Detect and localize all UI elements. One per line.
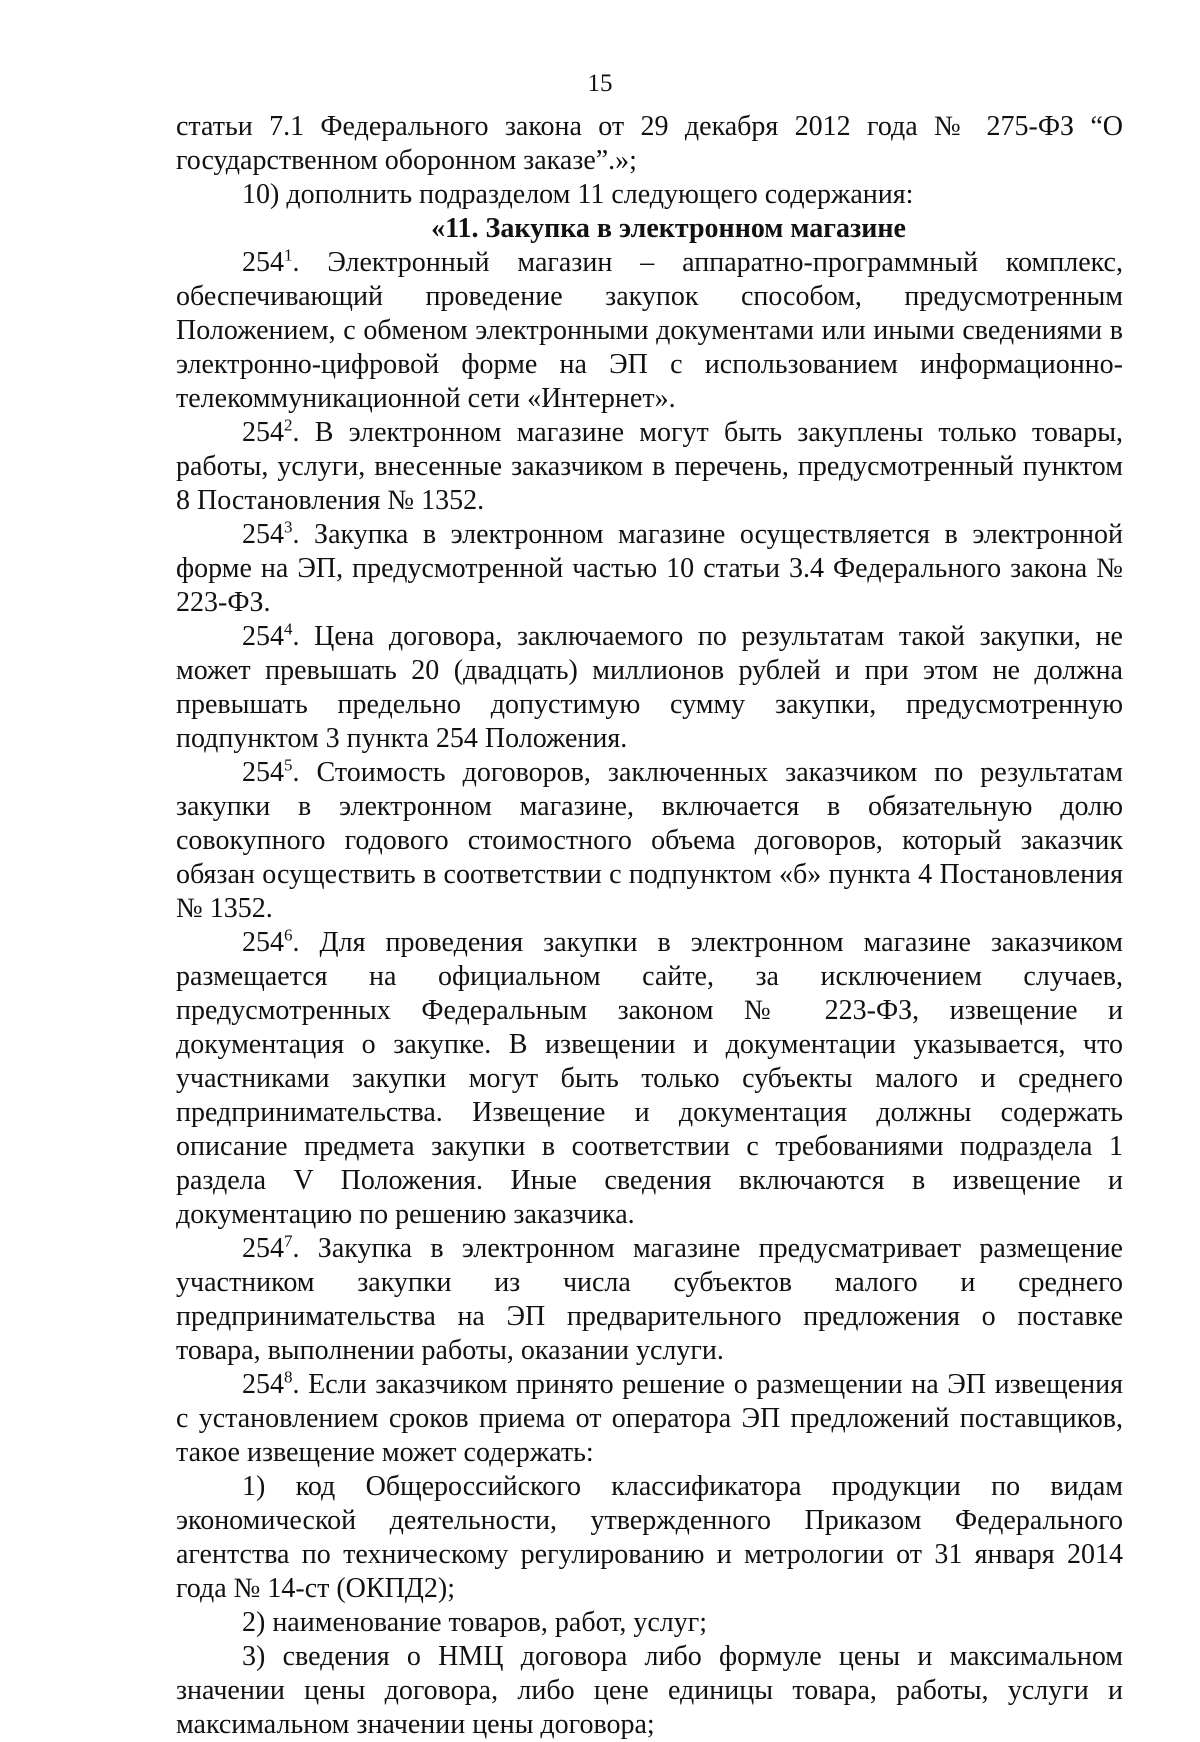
point-text: . В электронном магазине могут быть закуплены только товары, работы, услуги, внесенные заказчиком в перечень, предусмотренный пунктом 8 Постановления № 1352. bbox=[176, 417, 1123, 516]
point-text: . Электронный магазин – аппаратно-программный комплекс, обеспечивающий проведение закупок способом, предусмотренным Положением, с обменом электронными документами или иными сведениями в электронно-цифровой форме на ЭП с использованием информационно-телекоммуникационной сети «Интернет». bbox=[176, 247, 1123, 414]
point-text: . Цена договора, заключаемого по результатам такой закупки, не может превышать 20 (двадцать) миллионов рублей и при этом не должна превышать предельно допустимую сумму закупки, предусмотренную подпунктом 3 пункта 254 Положения. bbox=[176, 621, 1123, 754]
point-254-7 bbox=[176, 1232, 1123, 1368]
point-text: . Стоимость договоров, заключенных заказчиком по результатам закупки в электронном магазине, включается в обязательную долю совокупного годового стоимостного объема договоров, который заказчик обязан осуществить в соответствии с подпунктом «б» пункта 4 Постановления № 1352. bbox=[176, 757, 1123, 924]
section-heading: «11. Закупка в электронном магазине bbox=[431, 213, 906, 244]
paragraph-continuation: статьи 7.1 Федерального закона от 29 декабря 2012 года № 275-ФЗ “О государственном оборонном заказе”.»; bbox=[176, 111, 1123, 176]
document-body bbox=[176, 110, 1123, 1742]
subitem-2: 2) наименование товаров, работ, услуг; bbox=[242, 1607, 707, 1638]
point-number: $254^8$ bbox=[242, 1367, 293, 1400]
point-number: $254^2$ bbox=[242, 415, 293, 448]
paragraph-amendment: 10) дополнить подразделом 11 следующего содержания: bbox=[242, 179, 914, 210]
point-254-2 bbox=[176, 416, 1123, 518]
point-number: $254^1$ bbox=[242, 245, 293, 278]
point-text: . Закупка в электронном магазине осуществляется в электронной форме на ЭП, предусмотренной частью 10 статьи 3.4 Федерального закона № 223-ФЗ. bbox=[176, 519, 1123, 618]
point-number: $254^4$ bbox=[242, 619, 293, 652]
point-number: $254^5$ bbox=[242, 755, 293, 788]
subitem-1: 1) код Общероссийского классификатора продукции по видам экономической деятельности, утвержденного Приказом Федерального агентства по техническому регулированию и метрологии от 31 января 2014 года № 14-ст (ОКПД2); bbox=[176, 1471, 1123, 1604]
page-number: 15 bbox=[587, 70, 613, 97]
point-number: $254^3$ bbox=[242, 517, 293, 550]
point-254-5 bbox=[176, 756, 1123, 926]
point-254-1 bbox=[176, 246, 1123, 416]
point-number: $254^6$ bbox=[242, 925, 293, 958]
point-text: . Для проведения закупки в электронном магазине заказчиком размещается на официальном сайте, за исключением случаев, предусмотренных Федеральным законом № 223-ФЗ, извещение и документация о закупке. В извещении и документации указывается, что участниками закупки могут быть только субъекты малого и среднего предпринимательства. Извещение и документация должны содержать описание предмета закупки в соответствии с требованиями подраздела 1 раздела V Положения. Иные сведения включаются в извещение и документацию по решению заказчика. bbox=[176, 927, 1123, 1230]
point-254-4 bbox=[176, 620, 1123, 756]
point-text: . Если заказчиком принято решение о размещении на ЭП извещения с установлением сроков приема от оператора ЭП предложений поставщиков, такое извещение может содержать: bbox=[176, 1369, 1123, 1468]
point-254-3 bbox=[176, 518, 1123, 620]
point-text: . Закупка в электронном магазине предусматривает размещение участником закупки из числа субъектов малого и среднего предпринимательства на ЭП предварительного предложения о поставке товара, выполнении работы, оказании услуги. bbox=[176, 1233, 1123, 1366]
subitem-3: 3) сведения о НМЦ договора либо формуле цены и максимальном значении цены договора, либо цене единицы товара, работы, услуги и максимальном значении цены договора; bbox=[176, 1641, 1123, 1740]
point-number: $254^7$ bbox=[242, 1231, 293, 1264]
point-254-6 bbox=[176, 926, 1123, 1232]
point-254-8 bbox=[176, 1368, 1123, 1470]
